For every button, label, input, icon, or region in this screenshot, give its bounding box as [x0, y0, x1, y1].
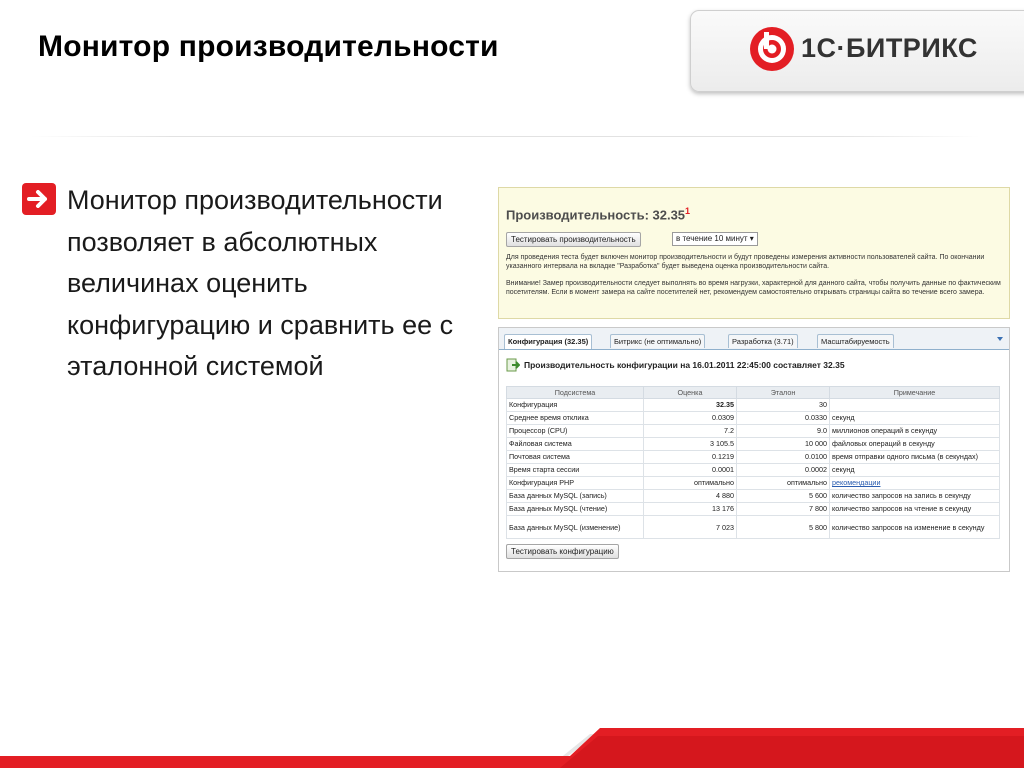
brand-logo	[690, 10, 1024, 92]
cell-score: 13 176	[644, 503, 737, 516]
performance-title: Производительность: 32.35$^1$	[506, 206, 691, 223]
cell-subsystem: Среднее время отклика	[507, 412, 644, 425]
table-row	[507, 516, 1000, 539]
performance-note: Для проведения теста будет включен монитор производительности и будут проведены измерения активности пользователей сайта. По окончании указанного интервала на вкладке "Разработка" будет выведена оценка производительности сайта.	[506, 254, 985, 270]
cell-reference: 0.0100	[737, 451, 830, 464]
column-header: Примечание	[830, 387, 1000, 399]
table-row	[507, 451, 1000, 464]
tab-configuration[interactable]: Конфигурация (32.35)	[504, 334, 592, 349]
cell-subsystem: Почтовая система	[507, 451, 644, 464]
performance-panel	[498, 187, 1010, 319]
cell-reference: оптимально	[737, 477, 830, 490]
bitrix-logo-icon	[749, 26, 795, 72]
cell-note: количество запросов на чтение в секунду	[830, 503, 1000, 516]
cell-subsystem: Конфигурация PHP	[507, 477, 644, 490]
table-row	[507, 477, 1000, 490]
report-icon	[506, 358, 520, 372]
header-divider	[30, 136, 980, 137]
footer-stripe	[0, 728, 1024, 768]
cell-note: файловых операций в секунду	[830, 438, 1000, 451]
configuration-table	[506, 386, 1000, 539]
footnote-marker: 1	[685, 206, 691, 216]
cell-score: 0.0309	[644, 412, 737, 425]
column-header: Оценка	[644, 387, 737, 399]
chevron-down-icon[interactable]	[997, 337, 1003, 341]
arrow-right-icon	[22, 183, 56, 215]
cell-score: 7.2	[644, 425, 737, 438]
cell-score: 3 105.5	[644, 438, 737, 451]
cell-subsystem: Файловая система	[507, 438, 644, 451]
cell-note	[830, 399, 1000, 412]
cell-score: 32.35	[644, 399, 737, 412]
cell-score: 4 880	[644, 490, 737, 503]
cell-reference: 5 800	[737, 516, 830, 539]
logo-text: 1С·БИТРИКС	[801, 33, 978, 63]
test-configuration-button[interactable]: Тестировать конфигурацию	[506, 544, 619, 559]
cell-note	[830, 477, 1000, 490]
cell-score: 0.0001	[644, 464, 737, 477]
column-header: Эталон	[737, 387, 830, 399]
cell-note: секунд	[830, 464, 1000, 477]
cell-subsystem: Конфигурация	[507, 399, 644, 412]
column-header: Подсистема	[507, 387, 644, 399]
table-row	[507, 425, 1000, 438]
cell-subsystem: Процессор (CPU)	[507, 425, 644, 438]
cell-note: миллионов операций в секунду	[830, 425, 1000, 438]
tab-scalability[interactable]: Масштабируемость	[817, 334, 894, 348]
cell-reference: 0.0330	[737, 412, 830, 425]
table-row	[507, 399, 1000, 412]
configuration-panel	[498, 327, 1010, 572]
cell-score: 0.1219	[644, 451, 737, 464]
cell-subsystem: База данных MySQL (запись)	[507, 490, 644, 503]
cell-reference: 0.0002	[737, 464, 830, 477]
cell-note: количество запросов на изменение в секунду	[830, 516, 1000, 539]
cell-note: количество запросов на запись в секунду	[830, 490, 1000, 503]
tab-bitrix[interactable]: Битрикс (не оптимально)	[610, 334, 705, 348]
cell-reference: 30	[737, 399, 830, 412]
bullet-text: Монитор производительности позволяет в абсолютных величинах оценить конфигурацию и сравнить ее с эталонной системой	[67, 185, 454, 381]
configuration-header: Производительность конфигурации на 16.01.2011 22:45:00 составляет 32.35	[524, 360, 845, 370]
cell-subsystem: База данных MySQL (чтение)	[507, 503, 644, 516]
table-row	[507, 503, 1000, 516]
cell-reference: 5 600	[737, 490, 830, 503]
cell-score: 7 023	[644, 516, 737, 539]
cell-score: оптимально	[644, 477, 737, 490]
table-row	[507, 464, 1000, 477]
duration-select[interactable]: в течение 10 минут ▾	[672, 232, 758, 246]
cell-subsystem: База данных MySQL (изменение)	[507, 516, 644, 539]
table-row	[507, 490, 1000, 503]
cell-reference: 7 800	[737, 503, 830, 516]
cell-reference: 9.0	[737, 425, 830, 438]
performance-warning: Внимание! Замер производительности следует выполнять во время нагрузки, характерной для данного сайта, чтобы получить данные по фактическим посетителям. Если в момент замера на сайте посетителей нет, рекомендуем самостоятельно открывать страницы сайта во течение всего замера.	[506, 280, 1001, 296]
table-row	[507, 438, 1000, 451]
cell-subsystem: Время старта сессии	[507, 464, 644, 477]
cell-note: время отправки одного письма (в секундах)	[830, 451, 1000, 464]
tab-strip	[499, 328, 1009, 350]
table-row	[507, 412, 1000, 425]
tab-development[interactable]: Разработка (3.71)	[728, 334, 798, 348]
cell-reference: 10 000	[737, 438, 830, 451]
cell-note: секунд	[830, 412, 1000, 425]
recommendations-link[interactable]: рекомендации	[832, 478, 881, 487]
slide-title: Монитор производительности	[38, 30, 499, 63]
test-performance-button[interactable]: Тестировать производительность	[506, 232, 641, 247]
